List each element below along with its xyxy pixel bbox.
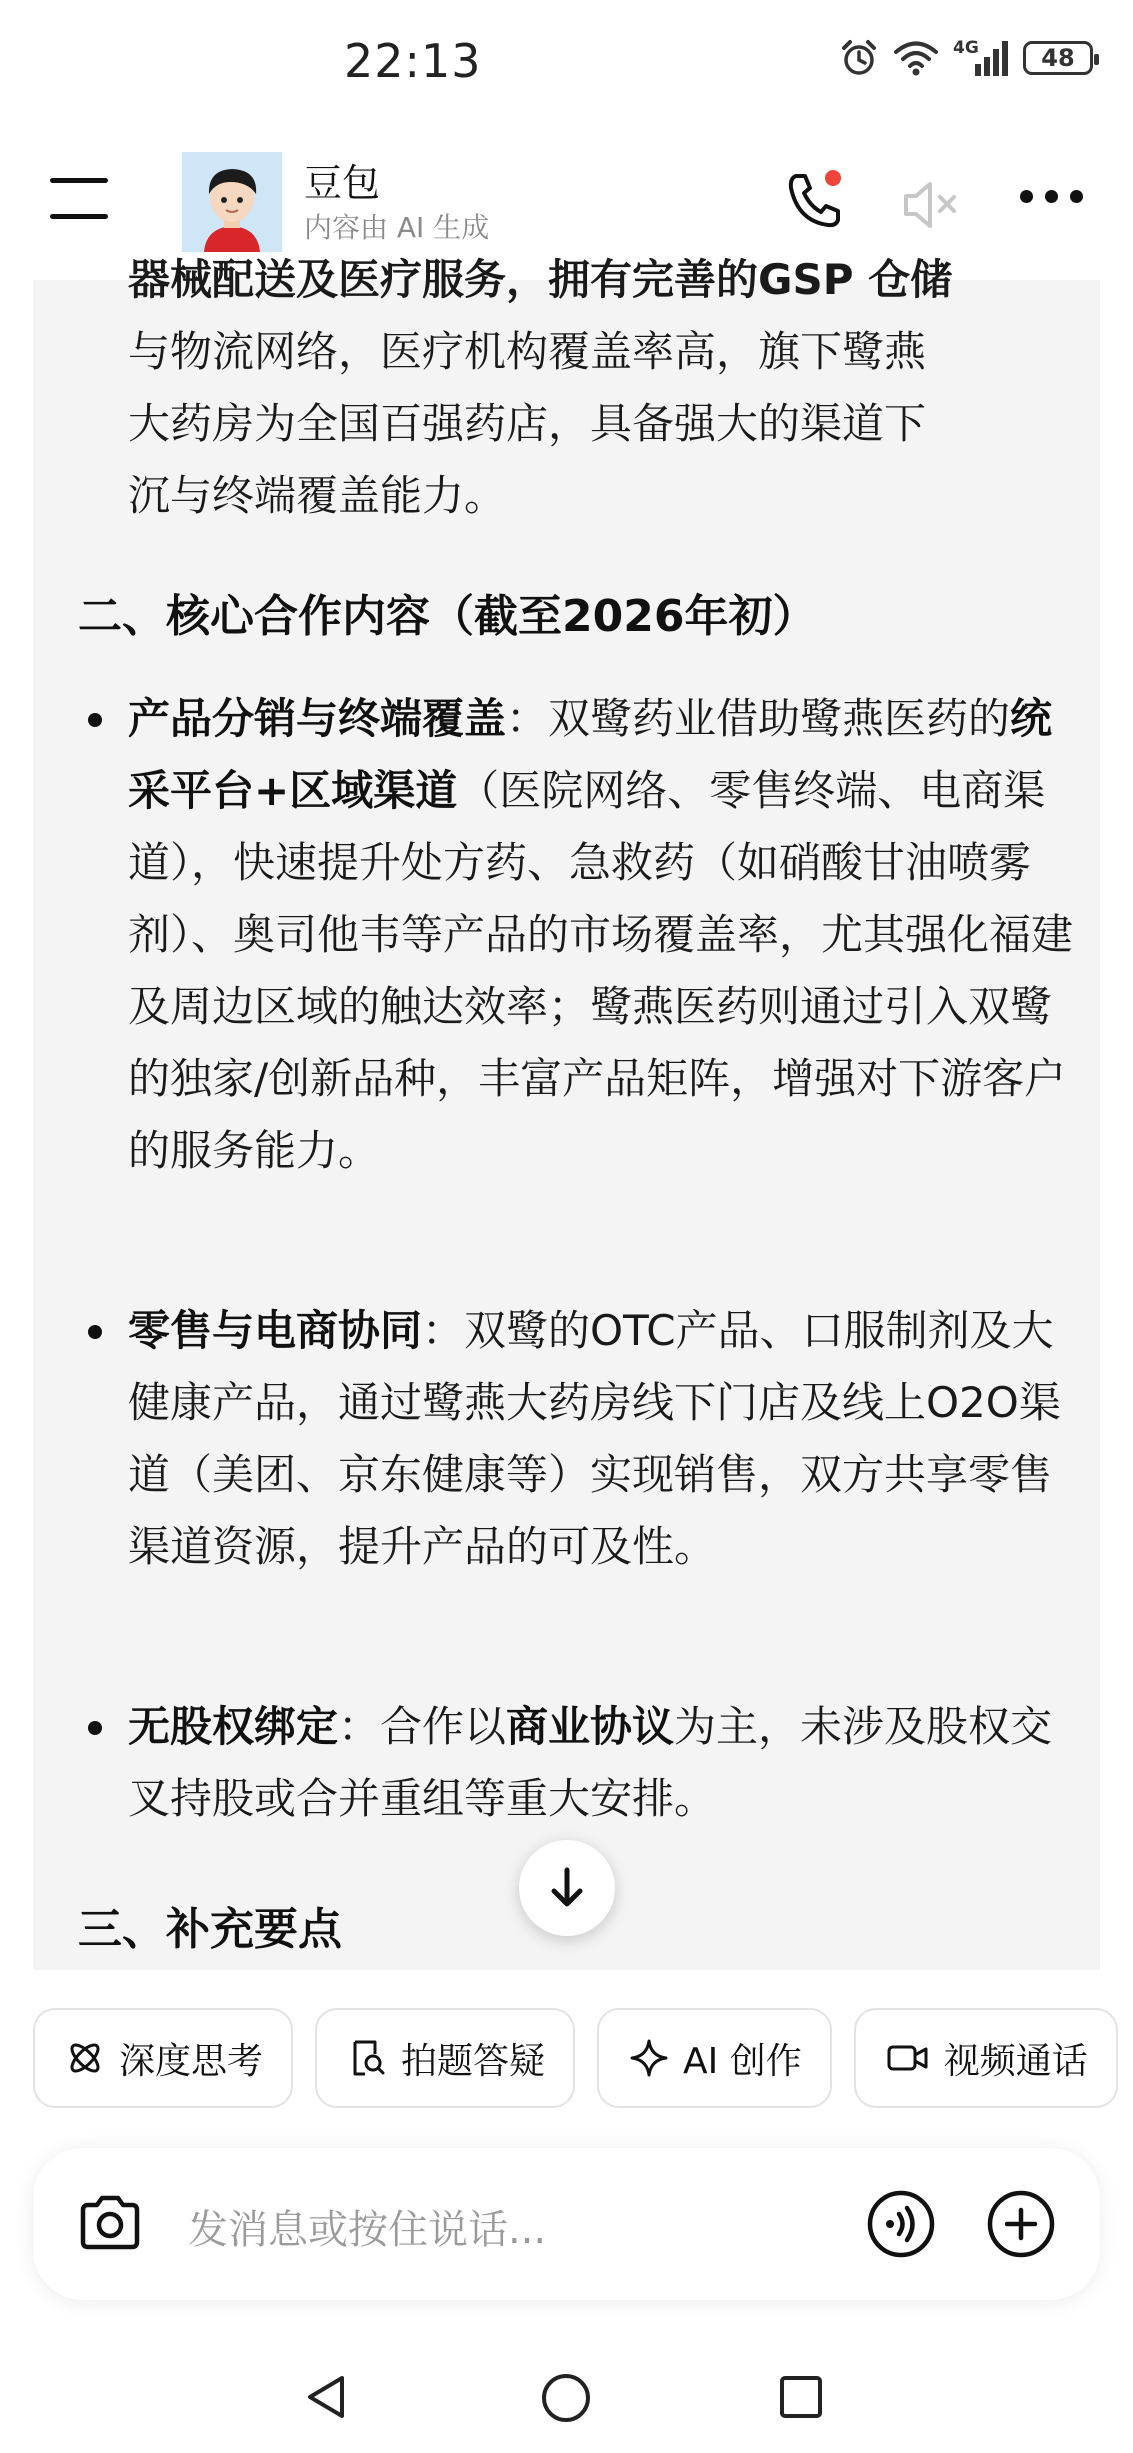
atom-icon [65, 2038, 105, 2078]
notification-dot [825, 170, 841, 186]
ai-generated-label: 内容由 AI 生成 [304, 211, 490, 244]
status-bar [0, 0, 1133, 130]
list-item [128, 683, 1073, 1187]
alarm-icon [839, 38, 879, 78]
video-icon [886, 2038, 930, 2078]
voice-icon[interactable] [866, 2189, 936, 2259]
chip-photo-question[interactable] [315, 2008, 575, 2108]
arrow-down-icon [547, 1866, 587, 1910]
bullet-emphasis: 商业协议 [506, 1702, 675, 1751]
section-heading: 二、核心合作内容（截至2026年初） [78, 591, 817, 642]
message-paragraph [128, 244, 1068, 532]
chip-ai-create[interactable] [597, 2008, 832, 2108]
paragraph-line: 沉与终端覆盖能力。 [128, 471, 507, 520]
menu-icon[interactable] [50, 178, 112, 222]
plus-icon[interactable] [986, 2189, 1056, 2259]
quick-actions [33, 2008, 1118, 2114]
chat-message-area[interactable] [33, 255, 1100, 1970]
bullet-heading: 零售与电商协同 [128, 1306, 423, 1355]
bullet-text: ：双鹭药业借助鹭燕医药的 [506, 694, 1011, 743]
bullet-text: ：合作以 [338, 1702, 507, 1751]
phone-icon[interactable] [780, 166, 850, 236]
bullet-emphasis: 统采平台+区域渠道 [128, 694, 1053, 815]
bullet-text: 为主，未涉及股权交叉持股或合并重组等重大安排。 [128, 1702, 1053, 1823]
search-doc-icon [347, 2038, 387, 2078]
bullet-heading: 无股权绑定 [128, 1702, 339, 1751]
list-item [128, 1295, 1073, 1583]
camera-icon[interactable] [75, 2188, 145, 2258]
paragraph-line: 与物流网络，医疗机构覆盖率高，旗下鹭燕 [128, 327, 927, 376]
bullet-text: ：双鹭的OTC产品、口服制剂及大健康产品，通过鹭燕大药房线下门店及线上O2O渠道（美团、京东健康等）实现销售，双方共享零售渠道资源，提升产品的可及性。 [128, 1306, 1061, 1571]
chip-deep-thinking[interactable] [33, 2008, 293, 2108]
chip-label: AI 创作 [683, 2040, 802, 2082]
recents-icon[interactable] [776, 2372, 826, 2422]
bullet-heading: 产品分销与终端覆盖 [128, 694, 507, 743]
mute-icon[interactable] [898, 170, 968, 240]
chip-label: 视频通话 [943, 2040, 1088, 2082]
chip-label: 拍题答疑 [401, 2040, 546, 2082]
home-icon[interactable] [540, 2372, 592, 2424]
message-input[interactable]: 发消息或按住说话... [188, 2207, 547, 2253]
chip-label: 深度思考 [119, 2040, 264, 2082]
list-item [128, 1691, 1073, 1835]
battery-icon: 48 [1023, 41, 1093, 75]
cut-line: 器械配送及医疗服务，拥有完善的GSP 仓储 [128, 255, 953, 304]
section-heading: 三、补充要点 [78, 1904, 342, 1955]
status-time: 22:13 [344, 34, 482, 88]
sparkle-icon [629, 2038, 669, 2078]
scroll-to-bottom-button[interactable] [519, 1840, 615, 1936]
avatar[interactable] [182, 152, 282, 252]
status-icons [839, 38, 1093, 78]
wifi-icon [893, 39, 939, 77]
bullet-text: （医院网络、零售终端、电商渠道），快速提升处方药、急救药（如硝酸甘油喷雾剂）、奥司他韦等产品的市场覆盖率，尤其强化福建及周边区域的触达效率；鹭燕医药则通过引入双鹭的独家/创新品种，丰富产品矩阵，增强对下游客户的服务能力。 [128, 766, 1074, 1175]
paragraph-line: 大药房为全国百强药店，具备强大的渠道下 [128, 399, 927, 448]
back-icon[interactable] [302, 2372, 352, 2422]
bot-name: 豆包 [304, 161, 381, 205]
signal-icon [953, 38, 1009, 78]
message-input-bar [33, 2148, 1100, 2300]
more-icon[interactable] [1020, 190, 1086, 210]
system-nav-bar [0, 2340, 1133, 2453]
network-label: 4G [953, 38, 979, 58]
chip-video-call[interactable] [854, 2008, 1118, 2108]
